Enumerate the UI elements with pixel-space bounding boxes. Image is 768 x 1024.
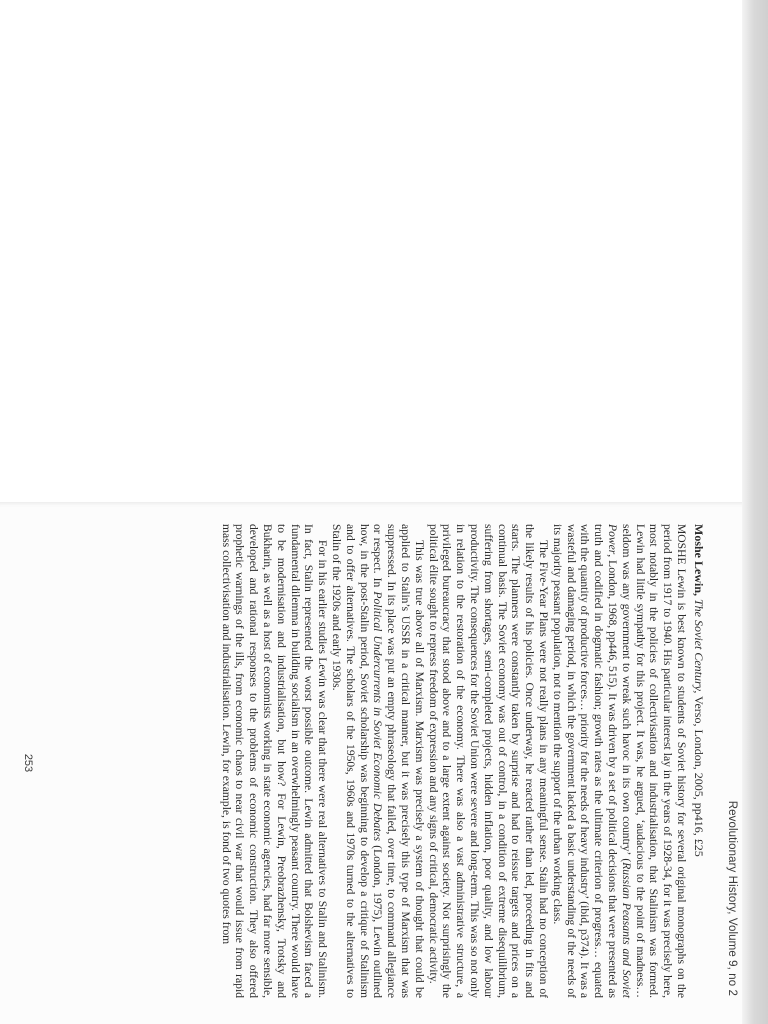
paragraph-1	[550, 524, 688, 998]
paragraph-3-text-1: This was true above all of Marxism. Marxism was precisely a system of thought that could be applied to Stalin’s USSR in a critical manner, but it was precisely this type of Marxism that was suppressed. In its place was put an empty phraseology that failed, over time, to command allegiance or respect. In	[371, 524, 426, 998]
running-head: Revolutionary History, Volume 9, no 2	[726, 800, 738, 996]
paragraph-3	[329, 524, 426, 998]
review-author: Moshe Lewin,	[692, 524, 706, 596]
page-number: 253	[22, 753, 34, 773]
paragraph-1-text-1: MOSHE Lewin is best known to students of Soviet history for several original monographs on the period from 1917 to 1940. His particular interest lay in the years of 1928-34, for it was precisely here, most notably in the policies of collectivisation and industrialisation, that Stalinism was formed. Lewin had little sympathy for this project. It was, he argued, ‘audacious to the point of madness… seldom was any government to wreak such havoc in its own country’ (	[619, 524, 688, 998]
paragraph-1-cited-title: Russian Peasants and Soviet Power	[606, 524, 633, 999]
paragraph-3-text-2: (London, 1975), Lewin outlined how, in the post-Stalin period, Soviet scholarship was beginning to develop a critique of Stalinism and to offer alternatives. The scholars of the 1950s, 1960s and 1970s turned to the alternatives to Stalin of the 1920s and early 1930s.	[330, 524, 385, 998]
rotated-page-content	[16, 518, 746, 1008]
paragraph-2	[426, 524, 550, 998]
paragraph-2-text: The Five-Year Plans were not really plans in any meaningful sense. Stalin had no conception of the likely results of his policies. Once underway, he reacted rather than led, proceeding in fits and starts. The planners were constantly taken by surprise and had to reissue targets and prices on a continual basis. The Soviet economy was out of control, in a condition of extreme disequilibrium, suffering from shortages, semi-completed projects, hidden inflation, poor quality, and low labour productivity. The consequences for the Soviet Union were severe and long-term. This was so not only in relation to the restoration of the economy. There was also a vast administrative structure, a privileged bureaucracy that stood above and to a large extent against society. Not surprisingly the political élite sought to repress freedom of expression and any signs of critical, democratic activity.	[426, 524, 551, 998]
paragraph-4-text: For in his earlier studies Lewin was clear that there were real alternatives to Stalin and Stalinism. In fact, Stalin represented the worst possible outcome. Lewin admitted that Bolshevism faced a fundamental dilemma in building socialism in an overwhelmingly peasant country. There would have to be modernisation and industrialisation, but how? For Lewin, Preobrazhensky, Trotsky and Bukharin, as well as a host of economists working in state economic agencies, had far more sensible, developed and rational responses to the problems of economic construction. They also offered prophetic warnings of the ills, from economic chaos to near civil war that would issue from rapid mass collectivisation and industrialisation. Lewin, for example, is fond of two quotes from	[219, 524, 330, 998]
paragraph-1-text-2: , London, 1968, pp446, 515). It was driven by a set of political decisions that were presented as truth and codified in dogmatic fashion; growth rates as the ultimate criterion of progress… equated with the quantity of productive forces… priority for the needs of heavy industry’ (ibid, p374). It was a wasteful and damaging period, in which the government lacked a basic understanding of the needs of its majority peasant population, not to mention the support of the urban working class.	[550, 524, 620, 998]
review-book-title: The Soviet Century,	[692, 599, 706, 694]
review-body	[219, 524, 706, 998]
paragraph-4	[219, 524, 329, 998]
paragraph-3-cited-title: Political Undercurrents in Soviet Economic Debates	[371, 591, 385, 842]
review-publication-details: Verso, London, 2005, pp416, £25	[692, 696, 706, 857]
review-heading	[692, 524, 706, 998]
